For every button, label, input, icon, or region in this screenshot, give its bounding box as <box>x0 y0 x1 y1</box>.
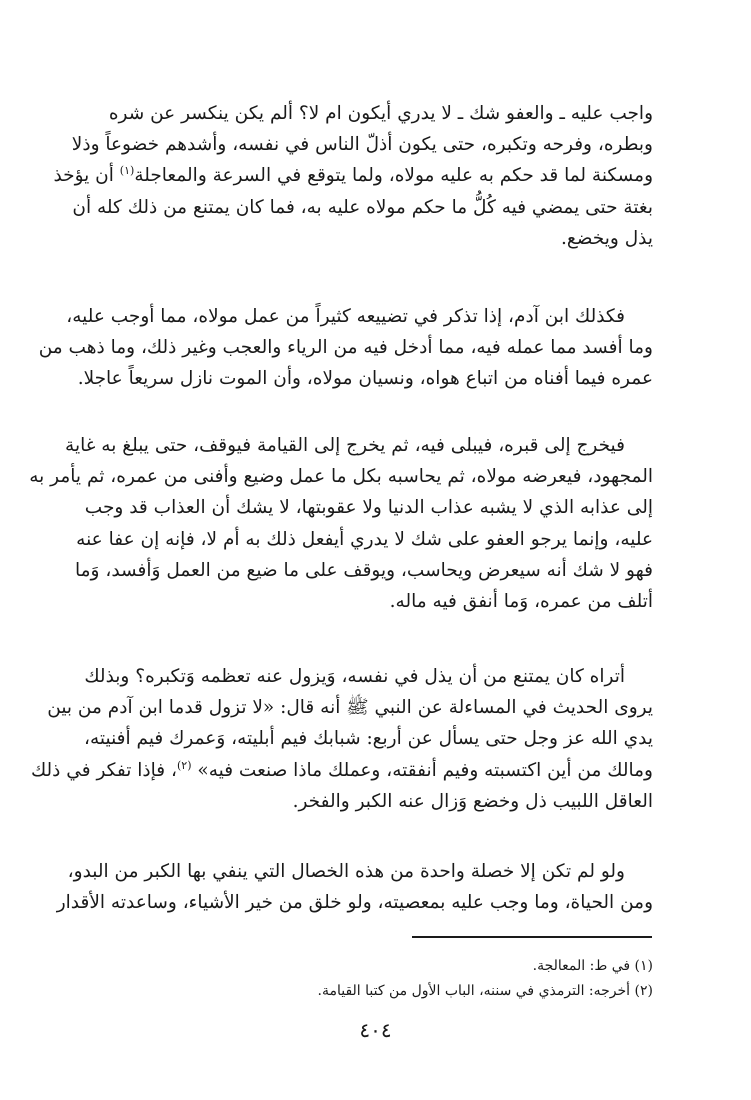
text-line: ولو لم تكن إلا خصلة واحدة من هذه الخصال التي ينفي بها الكبر من البدو، <box>67 861 625 882</box>
footnotes <box>92 954 653 1004</box>
paragraph-4 <box>30 661 653 817</box>
line-text: أن يؤخذ <box>53 165 114 187</box>
paragraph-1 <box>53 98 653 254</box>
text-line: فيخرج إلى قبره، فيبلى فيه، ثم يخرج إلى القيامة فيوقف، حتى يبلغ به غاية <box>65 435 625 456</box>
text-line: يدي الله عز وجل حتى يسأل عن أربع: شبابك فيم أبليته، وَعمرك فيم أفنيته، <box>84 728 653 750</box>
paragraph-2 <box>38 301 653 395</box>
text-line: فكذلك ابن آدم، إذا تذكر في تضييعه كثيراً من عمل مولاه، مما أوجب عليه، <box>66 306 625 327</box>
text-line: عليه، وإنما يرجو العفو على شك لا يدري أيفعل ذلك به أم لا، فإنه إن عفا عنه <box>76 528 653 550</box>
text-line <box>30 755 653 786</box>
text-line <box>53 160 653 191</box>
paragraph-3 <box>29 430 653 617</box>
text-line: أتراه كان يمتنع من أن يذل في نفسه، وَيزول عنه تعظمه وَتكبره؟ وبذلك <box>84 666 625 687</box>
line-text: ومسكنة لما قد حكم به عليه مولاه، ولما يتوقع في السرعة والمعاجلة <box>134 165 653 187</box>
paragraph-5 <box>56 856 653 918</box>
text-line: ومن الحياة، وما وجب عليه بمعصيته، ولو خلق من خير الأشياء، وساعدته الأقدار <box>56 892 653 914</box>
text-line: إلى عذابه الذي لا يشبه عذاب الدنيا ولا عقوبتها، لا يشك أن العذاب قد وجب <box>84 497 653 519</box>
footnote-1: (١) في ط: المعالجة. <box>532 958 653 974</box>
text-line: العاقل اللبيب ذل وخضع وَزال عنه الكبر والفخر. <box>292 790 653 812</box>
text-line: فهو لا شك أنه سيعرض ويحاسب، ويوقف على ما ضيع من العمل وَأفسد، وَما <box>75 559 653 581</box>
footnote-divider <box>412 936 652 938</box>
footnote-2: (٢) أخرجه: الترمذي في سننه، الباب الأول من كتبا القيامة. <box>317 983 653 999</box>
text-line: واجب عليه ـ والعفو شك ـ لا يدري أيكون ام لا؟ ألم يكن ينكسر عن شره <box>108 103 653 124</box>
text-line: يذل ويخضع. <box>561 227 653 249</box>
text-line: وما أفسد مما عمله فيه، مما أدخل فيه من الرياء والعجب وغير ذلك، وما ذهب من <box>38 337 653 359</box>
text-line: أتلف من عمره، وَما أنفق فيه ماله. <box>389 591 653 613</box>
text-line: عمره فيما أفناه من اتباع هواه، ونسيان مولاه، وأن الموت نازل سريعاً عاجلا. <box>77 368 653 390</box>
page-number: ٤٠٤ <box>359 1018 392 1042</box>
line-text: ومالك من أين اكتسبته وفيم أنفقته، وعملك ماذا صنعت فيه» <box>197 759 653 781</box>
text-line: وبطره، وفرحه وتكبره، حتى يكون أذلّ الناس في نفسه، وأشدهم خضوعاً وذلا <box>71 134 653 156</box>
text-line: يروى الحديث في المساءلة عن النبي ﷺ أنه قال: «لا تزول قدما ابن آدم من بين <box>47 697 653 719</box>
text-line: المجهود، فيعرضه مولاه، ثم يحاسبه بكل ما عمل وضيع وأفنى من عمره، ثم يأمر به <box>29 466 653 488</box>
text-line: بغتة حتى يمضي فيه كُلُّ ما حكم مولاه عليه به، فما كان يمتنع من ذلك كله أن <box>72 196 653 218</box>
footnote-ref-1[interactable]: (١) <box>119 164 135 178</box>
footnote-ref-2[interactable]: (٢) <box>176 758 192 772</box>
line-text: ، فإذا تفكر في ذلك <box>30 759 177 781</box>
